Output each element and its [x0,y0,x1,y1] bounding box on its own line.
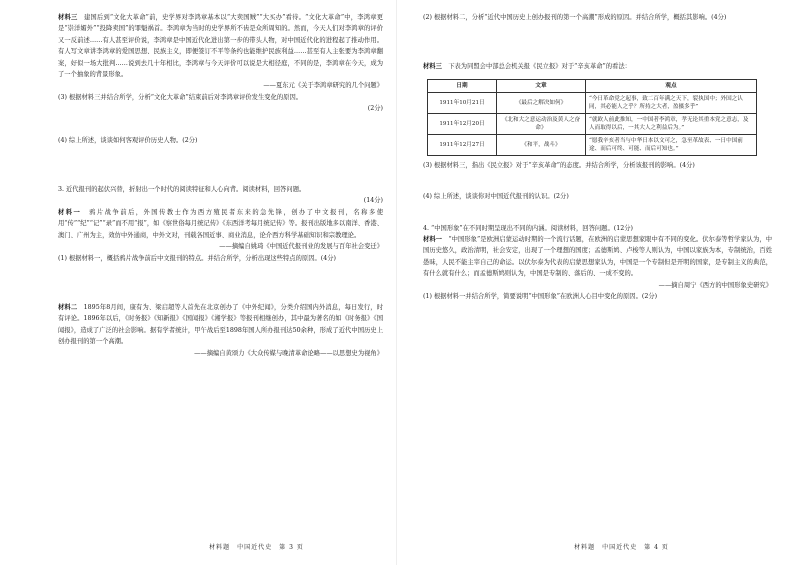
table-cell-view: “愿我辛亥者当与中华日本以文可之，急至革故表、一日中国前途、而后可终、可能、而后可知也。” [586,134,757,155]
page-footer: 材料题 中国近代史 第 3 页 [209,544,304,551]
question-3-score: (2分) [367,105,383,113]
question-block-3-intro: 3. 近代报刊的起伏兴替，折射出一个时代的阅读特征和人心向背。阅读材料，回答问题。 [58,186,306,194]
question-3: (3) 根据材料三并结合所学，分析“文化大革命”结束前后对李鸿章评价发生变化的原因。 [58,93,303,101]
question-4: (4) 综上所述，谈谈如何客观评价历史人物。(2分) [58,136,198,144]
question-1: (1) 根据材料一，概括鸦片战争前后中文报刊的特点。并结合所学，分析出现这些特点的原因。(4分) [58,254,337,262]
table-row [428,113,757,134]
table-cell-date: 1911年10月21日 [428,92,497,113]
material-1-citation: ——摘自周宁《西方的中国形象史研究》 [658,281,772,289]
table-header: 文章 [497,79,586,92]
table-cell-date: 1911年12月20日 [428,113,497,134]
question-1: (1) 根据材料一并结合所学，简要说明“中国形象”在欧洲人心目中变化的原因。(2分) [423,293,658,301]
material-3-intro: 材料三 下表为同盟会中部总会机关报《民立报》对于“辛亥革命”的看法： [423,63,631,71]
question-2: (2) 根据材料二，分析“近代中国历史上创办报刊的第一个高潮”形成的原因。并结合所学，概括其影响。(4分) [423,14,727,21]
material-1-paragraph: 材料一 鸦片战争前后，外国传教士作为西方殖民者东来的急先锋，创办了中文报刊，名称多使用“传”“纪”“记”“录”而不用“报”，如《察世俗每月统记传》《东西洋考每月统记传》等。报刊出版地多以南洋、香港、澳门、广州为主，效仿中外通商，中外文对，刊载各国近事、商业消息，论介西方科学基础知识和宗教理论。 [58,208,384,239]
material-1-paragraph: 材料一 “中国形象”是欧洲启蒙运动时期的一个流行话题，在欧洲的启蒙思想家眼中有不同的变化。伏尔泰等哲学家认为，中国历史悠久，政治清明，社会安定，出现了一个理想的国度；孟德斯鸠、卢梭等人则认为，中国以家族为本，专制统治，百姓愚昧，人民不能主宰自己的命运。以伏尔泰为代表的启蒙思想家认为，中国是一个专制但是开明的国家，是专制主义的典范，有什么就有什么；而孟德斯鸠则认为，中国是专制的、落后的、一成不变的。 [423,236,772,278]
table-cell-article: 《最后之解决如何》 [497,92,586,113]
page-4 [397,0,794,565]
question-block-3-score: (14分) [363,197,383,205]
table-cell-date: 1911年12月27日 [428,134,497,155]
table-cell-view: “今日革命党之起事，致二百年满之天下，裂执国中；外国之认同，其必能人之乎？所持之大者，盈摄多乎” [586,92,757,113]
table-cell-article: 《北和大之意运动治及黄人之奋命》 [497,113,586,134]
viewpoint-table [427,79,757,156]
table-cell-article: 《和平，战斗》 [497,134,586,155]
question-block-4-intro: 4. “中国形象”在不同时期呈现出不同的内涵。阅读材料，回答问题。(12分) [423,224,633,232]
material-3-citation: ——夏东元《关于李鸿章研究的几个问题》 [263,82,383,90]
table-header: 观点 [586,79,757,92]
question-4: (4) 综上所述，谈谈你对中国近代报刊的认识。(2分) [423,193,569,201]
table-row [428,92,757,113]
page-footer: 材料题 中国近代史 第 4 页 [574,544,669,551]
question-3: (3) 根据材料三，指出《民立报》对于“辛亥革命”的态度。并结合所学，分析该报刊的影响。(4分) [423,161,695,169]
table-row [428,134,757,155]
material-3-paragraph: 材料三 建国后到“文化大革命”前，史学界对李鸿章基本以“大卖国贼”“大买办”看待。“文化大革命”中，李鸿章更是“崇洋媚外”“投降卖国”的罪魁祸首。李鸿章为当时的史学界所不齿是众所周知的。然而，今天人们对李鸿章的评价又一反前述……有人甚至评价说，李鸿章是中国近代化进出第一步的带头人物，对中国近代化的进程起了推动作用。有人写文章讲李鸿章的爱国思想、民族主义，即便签订不平等条约也能维护民族利益……甚至有人主张要为李鸿章翻案，好似一场大批判……说到去几十年相比，李鸿章与今天评价可以说是大相径庭，不同的是，李鸿章在今天，成为了一个抽象的背景形象。 [58,14,384,79]
table-cell-view: “就欧人前此推知，一中国者李鸿章，孝无论其重本党之意志，及人而取得以后，一其大人之利益后为。” [586,113,757,134]
material-2-citation: ——摘编自黄颂力《大众传媒与晚清革命论略——以思想史为视角》 [194,349,383,357]
material-1-citation: ——摘编自姚琦《中国近代报刊业的发展与百年社会变迁》 [219,243,383,251]
material-2-paragraph: 材料二 1895年8月间，康有为、梁启超等人首先在北京创办了《中外纪闻》，分类介绍国内外消息，每日发行，时有评论。1896年以后，《时务报》《知新报》《国闻报》《湘学报》等报刊相继创办，其中最为著名的如《时务报》《国闻报》，造成了广泛的社会影响。据有学者统计，甲午战后至1898年国人所办报刊达50余种，形成了近代中国历史上创办报刊的第一个高潮。 [58,303,383,346]
table-header: 日期 [428,79,497,92]
